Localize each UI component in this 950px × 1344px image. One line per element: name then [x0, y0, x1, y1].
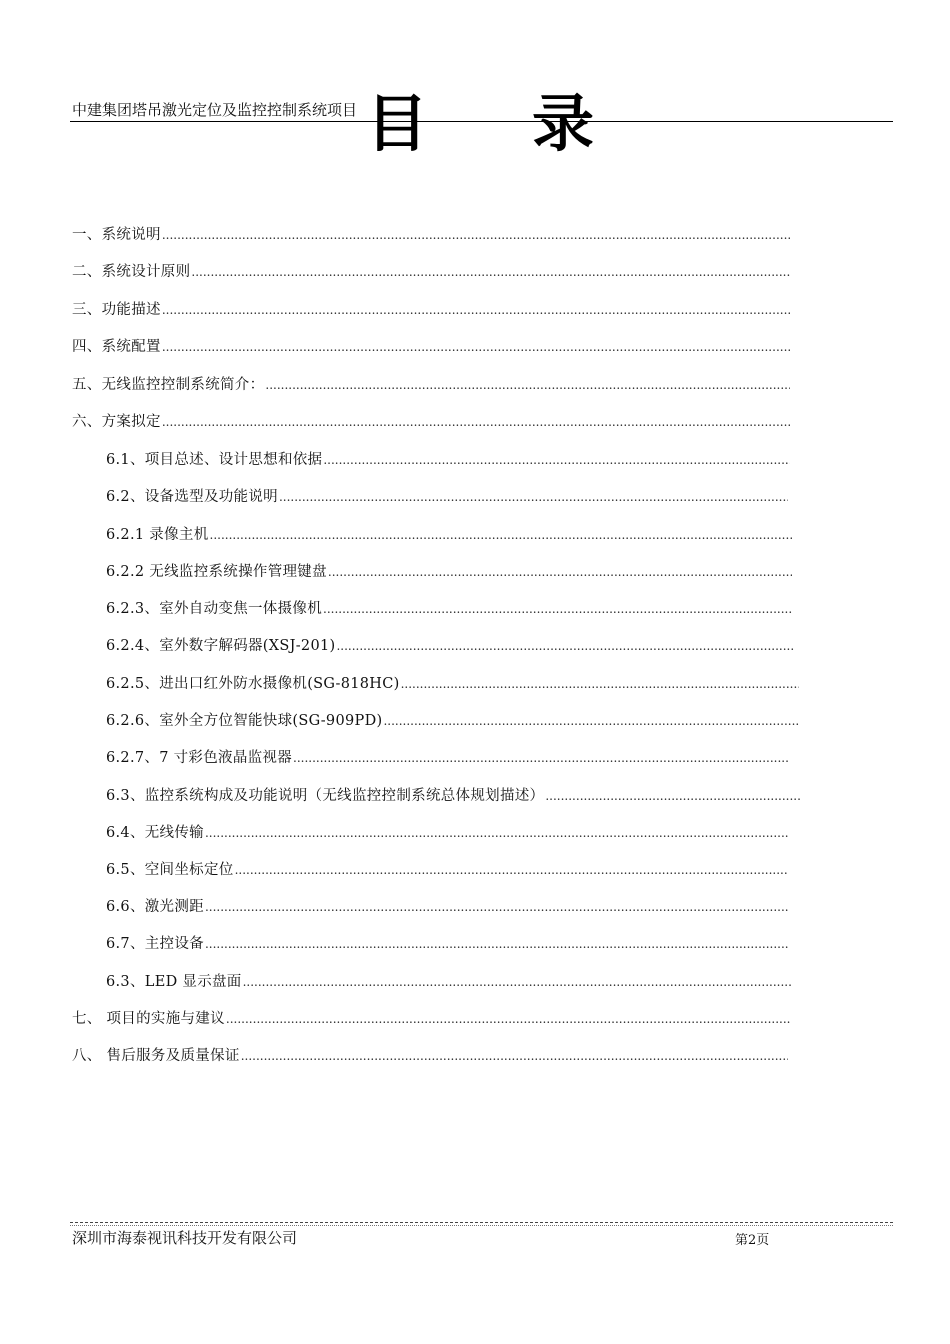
- toc-entry-label: 6.5、空间坐标定位: [106, 862, 234, 878]
- toc-entry-6[interactable]: [72, 412, 790, 432]
- toc-entry-3[interactable]: [72, 300, 790, 320]
- toc-entry-7[interactable]: [106, 450, 790, 470]
- dot-leader: [241, 1046, 788, 1066]
- dot-leader: [336, 636, 794, 656]
- footer-company-name: 深圳市海泰视讯科技开发有限公司: [72, 1229, 298, 1247]
- toc-entry-10[interactable]: [106, 562, 792, 582]
- toc-entry-label: 6.2.6、室外全方位智能快球(SG-909PD): [106, 713, 383, 729]
- toc-entry-9[interactable]: [106, 525, 792, 545]
- page-number: 第2页: [735, 1233, 770, 1248]
- toc-entry-13[interactable]: [106, 674, 799, 694]
- dot-leader: [235, 860, 788, 880]
- dot-leader: [210, 525, 792, 545]
- dot-leader: [323, 599, 792, 619]
- toc-entry-14[interactable]: [106, 711, 799, 731]
- toc-entry-label: 七、 项目的实施与建议: [72, 1011, 225, 1027]
- dot-leader: [162, 412, 790, 432]
- toc-heading: [366, 82, 606, 166]
- toc-entry-21[interactable]: [106, 972, 792, 992]
- toc-entry-17[interactable]: [106, 823, 788, 843]
- toc-entry-5[interactable]: [72, 375, 790, 395]
- dot-leader: [205, 897, 788, 917]
- dot-leader: [162, 300, 790, 320]
- dot-leader: [205, 823, 788, 843]
- dot-leader: [328, 562, 792, 582]
- footer-divider-secondary: [70, 1225, 893, 1226]
- toc-entry-2[interactable]: [72, 262, 790, 282]
- toc-entry-15[interactable]: [106, 748, 788, 768]
- dot-leader: [293, 748, 788, 768]
- toc-entry-label: 三、功能描述: [72, 302, 161, 318]
- toc-entry-label: 6.2.4、室外数字解码器(XSJ-201): [106, 638, 336, 654]
- toc-entry-label: 6.3、监控系统构成及功能说明（无线监控控制系统总体规划描述）: [106, 788, 545, 804]
- dot-leader: [383, 711, 799, 731]
- footer-divider: [70, 1222, 893, 1223]
- toc-entry-label: 6.2.3、室外自动变焦一体摄像机: [106, 601, 322, 617]
- toc-entry-19[interactable]: [106, 897, 788, 917]
- dot-leader: [265, 375, 790, 395]
- toc-entry-22[interactable]: [72, 1009, 790, 1029]
- dot-leader: [162, 225, 790, 245]
- dot-leader: [243, 972, 792, 992]
- toc-entry-4[interactable]: [72, 337, 790, 357]
- dot-leader: [323, 450, 790, 470]
- dot-leader: [545, 786, 801, 806]
- toc-entry-label: 6.2、设备选型及功能说明: [106, 489, 278, 505]
- dot-leader: [162, 337, 790, 357]
- dot-leader: [401, 674, 799, 694]
- toc-heading-char-1: 目: [366, 87, 429, 160]
- toc-entry-label: 6.7、主控设备: [106, 936, 204, 952]
- toc-entry-16[interactable]: [106, 786, 801, 806]
- toc-entry-label: 五、无线监控控制系统简介：: [72, 377, 265, 393]
- dot-leader: [191, 262, 790, 282]
- toc-entry-label: 6.2.5、进出口红外防水摄像机(SG-818HC): [106, 676, 400, 692]
- dot-leader: [205, 934, 788, 954]
- toc-entry-23[interactable]: [72, 1046, 788, 1066]
- toc-entry-18[interactable]: [106, 860, 788, 880]
- toc-entry-label: 6.4、无线传输: [106, 825, 204, 841]
- toc-entry-label: 6.6、激光测距: [106, 899, 204, 915]
- toc-entry-8[interactable]: [106, 487, 788, 507]
- toc-entry-label: 四、系统配置: [72, 339, 161, 355]
- toc-entry-20[interactable]: [106, 934, 788, 954]
- toc-entry-label: 一、系统说明: [72, 227, 161, 243]
- toc-entry-1[interactable]: [72, 225, 790, 245]
- toc-heading-char-2: 录: [532, 87, 595, 160]
- toc-entry-11[interactable]: [106, 599, 792, 619]
- toc-entry-label: 6.1、项目总述、设计思想和依据: [106, 452, 323, 468]
- toc-entry-label: 6.2.2 无线监控系统操作管理键盘: [106, 564, 327, 580]
- dot-leader: [226, 1009, 790, 1029]
- toc-entry-label: 六、方案拟定: [72, 414, 161, 430]
- toc-entry-label: 6.2.7、7 寸彩色液晶监视器: [106, 750, 293, 766]
- toc-entry-label: 6.2.1 录像主机: [106, 527, 209, 543]
- header-project-title: 中建集团塔吊激光定位及监控控制系统项目: [72, 101, 358, 119]
- toc-entry-label: 八、 售后服务及质量保证: [72, 1048, 240, 1064]
- toc-entry-label: 二、系统设计原则: [72, 264, 191, 280]
- toc-entry-12[interactable]: [106, 636, 794, 656]
- dot-leader: [279, 487, 788, 507]
- toc-entry-label: 6.3、LED 显示盘面: [106, 974, 242, 990]
